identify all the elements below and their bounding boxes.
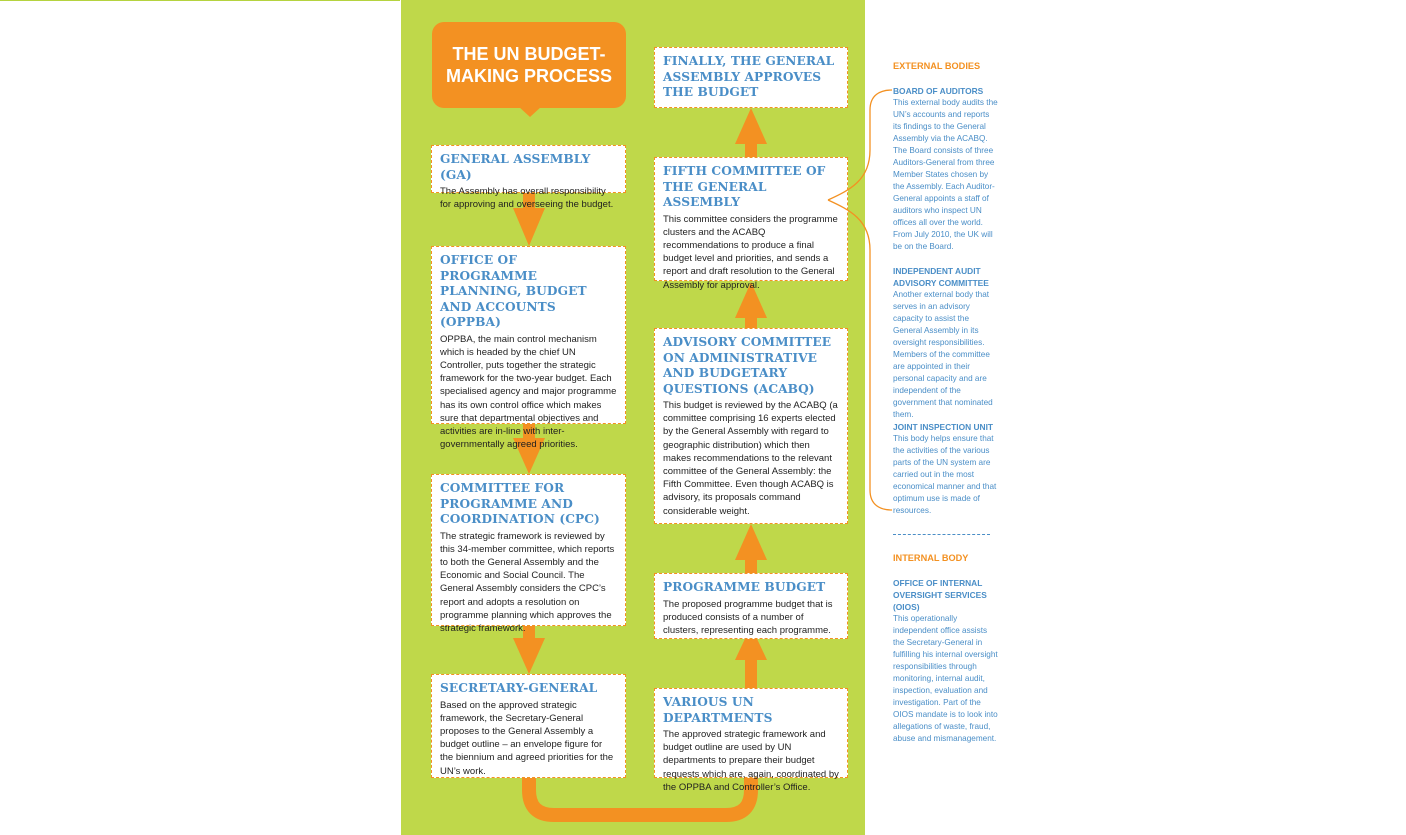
step-cpc [431, 474, 626, 634]
step-heading: GENERAL ASSEMBLY (GA) [440, 152, 591, 182]
step-fifth-committee [654, 157, 848, 291]
arrow-up-4 [735, 108, 767, 158]
section-divider [893, 534, 990, 535]
step-secretary-general [431, 674, 626, 778]
step-un-departments [654, 688, 848, 793]
step-general-assembly [431, 145, 626, 211]
step-heading: SECRETARY-GENERAL [440, 681, 598, 695]
page-title: THE UN BUDGET-MAKING PROCESS [445, 44, 613, 86]
oios [893, 577, 998, 745]
step-body: The approved strategic framework and budget outline are used by UN departments to prepare their budget requests which are, again, coordinated by the OPPBA and Controller’s Office. [663, 729, 839, 793]
side-body: This body helps ensure that the activities of the various parts of the UN system are carried out in the most economical manner and that optimum use is made of resources. [893, 434, 997, 515]
board-of-auditors [893, 85, 998, 253]
step-heading: PROGRAMME BUDGET [663, 580, 826, 594]
step-heading: FIFTH COMMITTEE OF THE GENERAL ASSEMBLY [663, 164, 826, 209]
top-rule [0, 0, 400, 1]
bubble-tail [518, 106, 542, 118]
step-body: The Assembly has overall responsibility for approving and overseeing the budget. [440, 186, 614, 211]
step-ga-approves [654, 47, 848, 108]
step-heading: COMMITTEE FOR PROGRAMME AND COORDINATION (CPC) [440, 481, 600, 526]
side-body: This operationally independent office assists the Secretary-General in fulfilling his internal oversight responsibilities through monitoring, internal audit, inspection, evaluation and investigation. Part of the OIOS mandate is to look into allegations of waste, fraud, abuse and mismanagement. [893, 614, 998, 743]
step-heading: OFFICE OF PROGRAMME PLANNING, BUDGET AND ACCOUNTS (OPPBA) [440, 253, 587, 329]
side-heading: BOARD OF AUDITORS [893, 86, 984, 96]
step-body: OPPBA, the main control mechanism which is headed by the chief UN Controller, puts together the strategic framework for the two-year budget. Each specialised agency and major programme has its own control office which makes sure that departmental objectives and activities are in-line with inter-governmentally agreed priorities. [440, 333, 617, 451]
step-oppba [431, 246, 626, 451]
step-body: This committee considers the programme clusters and the ACABQ recommendations to produce a final budget level and priorities, and sends a report and draft resolution to the General Assembly for approval. [663, 213, 838, 291]
step-body: The proposed programme budget that is produced consists of a number of clusters, representing each programme. [663, 598, 833, 636]
brace-callout [820, 80, 900, 520]
arrow-up-2 [735, 524, 767, 574]
side-body: Another external body that serves in an advisory capacity to assist the General Assembly in its oversight responsibilities. Members of the committee are appointed in their personal capacity and are independent of the government that nominated them. [893, 290, 993, 419]
joint-inspection-unit [893, 421, 998, 517]
step-programme-budget [654, 573, 848, 639]
step-body: Based on the approved strategic framework, the Secretary-General proposes to the General Assembly a budget outline – an envelope figure for the biennium and agreed priorities for the UN’s work. [440, 699, 614, 777]
internal-body-title: INTERNAL BODY [893, 553, 969, 563]
independent-audit-advisory-committee [893, 265, 998, 421]
external-bodies-title: EXTERNAL BODIES [893, 61, 981, 71]
title-bubble [432, 22, 626, 108]
side-heading: OFFICE OF INTERNAL OVERSIGHT SERVICES (OIOS) [893, 578, 987, 612]
step-heading: VARIOUS UN DEPARTMENTS [663, 695, 773, 725]
step-heading: FINALLY, THE GENERAL ASSEMBLY APPROVES THE BUDGET [663, 54, 835, 99]
side-heading: JOINT INSPECTION UNIT [893, 422, 994, 432]
side-heading: INDEPENDENT AUDIT ADVISORY COMMITTEE [893, 266, 989, 288]
step-acabq [654, 328, 848, 524]
side-body: This external body audits the UN’s accounts and reports its findings to the General Assembly via the ACABQ. The Board consists of three Auditors-General from three Member States chosen by the Assembly. Each Auditor-General appoints a staff of auditors who inspect UN offices all over the world. From July 2010, the UK will be on the Board. [893, 98, 998, 251]
step-body: The strategic framework is reviewed by this 34-member committee, which reports to both the General Assembly and the Economic and Social Council. The General Assembly considers the CPC’s report and adopts a resolution on programme planning which approves the strategic framework. [440, 530, 615, 634]
step-heading: ADVISORY COMMITTEE ON ADMINISTRATIVE AND BUDGETARY QUESTIONS (ACABQ) [663, 335, 832, 396]
step-body: This budget is reviewed by the ACABQ (a committee comprising 16 experts elected by the General Assembly with regard to geographic distribution) which then makes recommendations to the relevant committee of the General Assembly: the Fifth Committee. Even though ACABQ is advisory, its proposals command considerable weight. [663, 400, 838, 517]
